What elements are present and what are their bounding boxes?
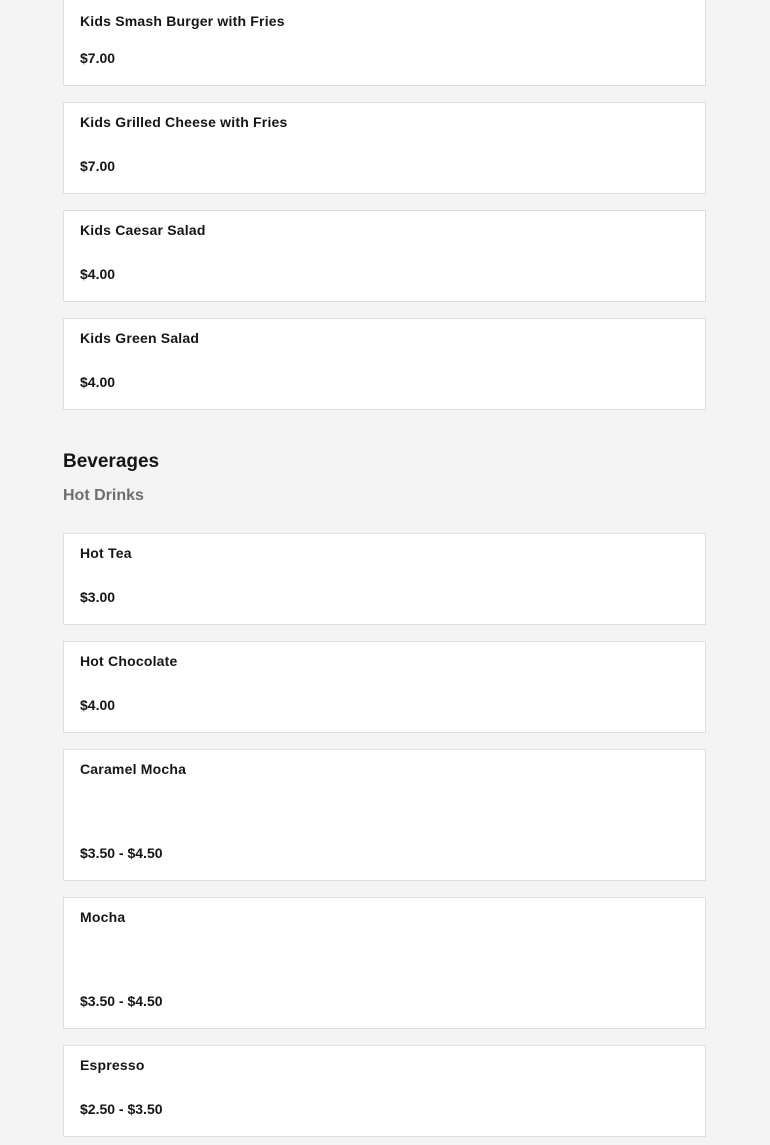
menu-item-price: $4.00 bbox=[80, 266, 116, 282]
menu-item-card[interactable] bbox=[63, 749, 706, 881]
menu-item-card[interactable] bbox=[63, 533, 706, 625]
menu-item-card[interactable] bbox=[63, 1045, 706, 1137]
menu-item-name: Kids Grilled Cheese with Fries bbox=[80, 114, 288, 130]
menu-item-name: Hot Chocolate bbox=[80, 653, 178, 669]
menu-item-card[interactable] bbox=[63, 102, 706, 194]
menu-item-card[interactable] bbox=[63, 318, 706, 410]
menu-item-price: $3.00 bbox=[80, 589, 116, 605]
menu-item-price: $2.50 - $3.50 bbox=[80, 1101, 163, 1117]
menu-item-name: Espresso bbox=[80, 1057, 145, 1073]
menu-item-name: Kids Smash Burger with Fries bbox=[80, 13, 285, 29]
menu-item-name: Kids Green Salad bbox=[80, 330, 200, 346]
menu-item-card[interactable] bbox=[63, 897, 706, 1029]
menu-item-card[interactable] bbox=[63, 0, 706, 86]
menu-item-card[interactable] bbox=[63, 641, 706, 733]
menu-item-name: Hot Tea bbox=[80, 545, 132, 561]
menu-item-card[interactable] bbox=[63, 210, 706, 302]
menu-item-price: $4.00 bbox=[80, 374, 116, 390]
menu-item-price: $7.00 bbox=[80, 50, 116, 66]
section-title-beverages: Beverages bbox=[63, 451, 160, 472]
menu-item-price: $4.00 bbox=[80, 697, 116, 713]
menu-item-name: Mocha bbox=[80, 909, 126, 925]
menu-item-price: $3.50 - $4.50 bbox=[80, 993, 163, 1009]
menu-item-name: Kids Caesar Salad bbox=[80, 222, 206, 238]
subsection-title-hot-drinks: Hot Drinks bbox=[63, 487, 144, 504]
menu-item-price: $3.50 - $4.50 bbox=[80, 845, 163, 861]
menu-item-name: Caramel Mocha bbox=[80, 761, 187, 777]
menu-item-price: $7.00 bbox=[80, 158, 116, 174]
